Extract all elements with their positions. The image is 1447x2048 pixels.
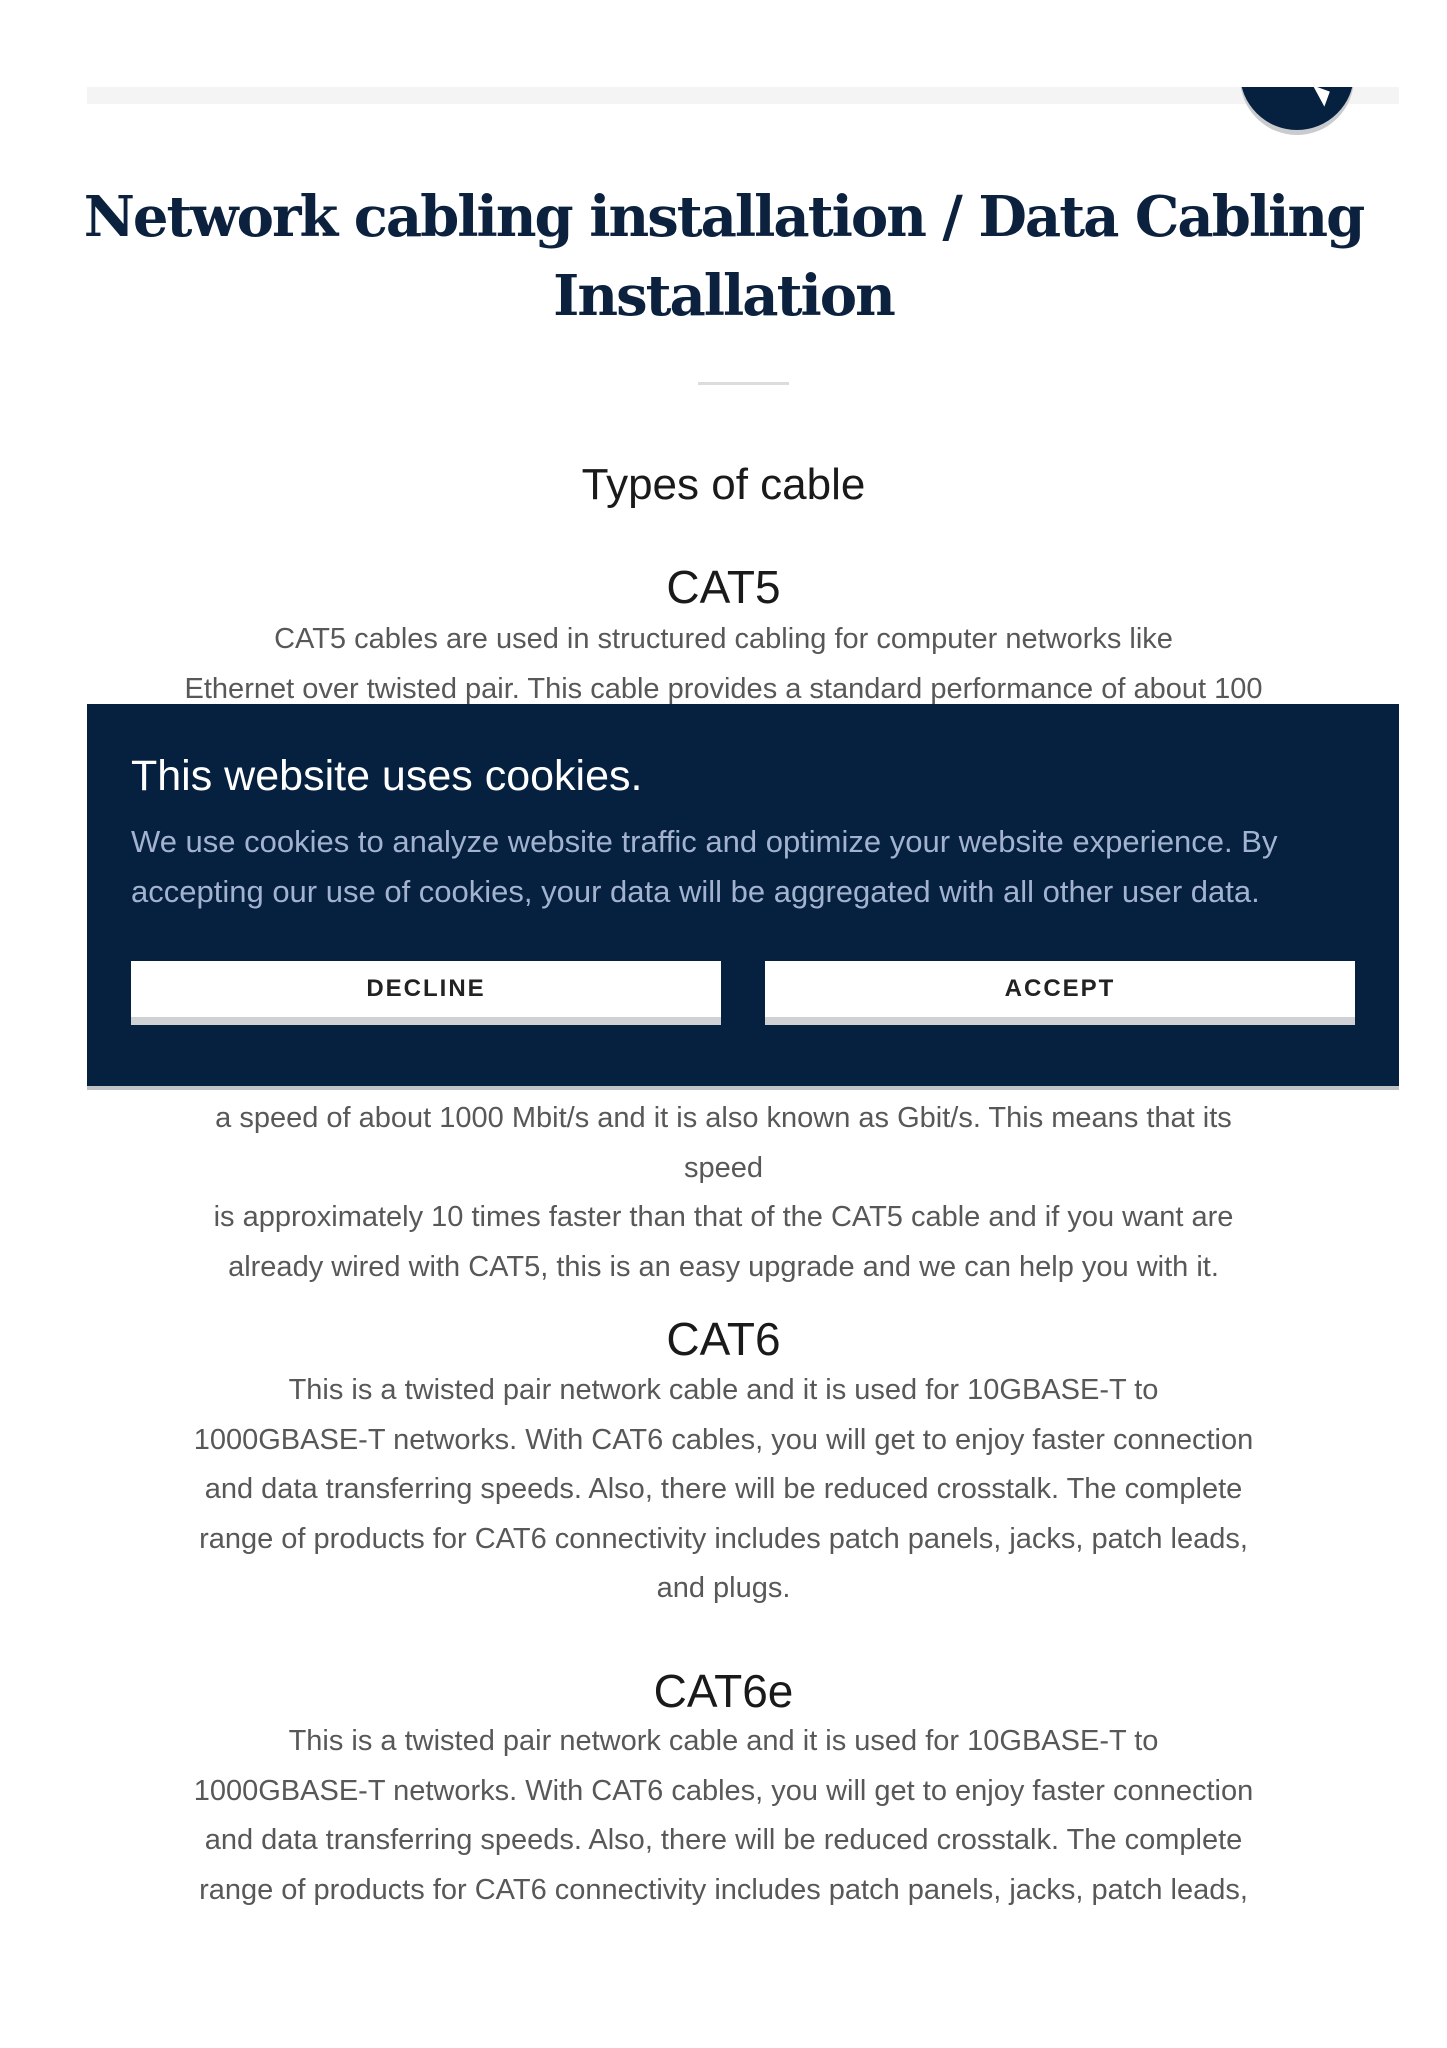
menu-circle[interactable] [1240,87,1354,130]
cookie-banner [87,704,1399,1086]
play-arrow-icon [1296,87,1330,107]
text-line: and data transferring speeds. Also, there will be reduced crosstalk. The complete [204,1473,1243,1505]
text-line: a speed of about 1000 Mbit/s and it is also known as Gbit/s. This means that its [215,1102,1232,1134]
text-line: and plugs. [656,1572,791,1604]
text-line: This is a twisted pair network cable and it is used for 10GBASE-T to [288,1374,1159,1406]
text-line: already wired with CAT5, this is an easy upgrade and we can help you with it. [228,1250,1219,1283]
text-line: range of products for CAT6 connectivity includes patch panels, jacks, patch leads, [199,1873,1248,1906]
cookie-banner-text: We use cookies to analyze website traffic and optimize your website experience. By accepting our use of cookies, your data will be aggregated with all other user data. [131,824,1278,909]
cat6e-heading: CAT6e [653,1665,794,1717]
text-line: This is a twisted pair network cable and it is used for 10GBASE-T to [288,1725,1159,1757]
cat5-paragraph [0,615,1447,714]
cookie-banner-title: This website uses cookies. [131,752,643,800]
cat6-paragraph [0,1366,1447,1614]
text-line: speed [683,1151,763,1184]
text-line: Ethernet over twisted pair. This cable provides a standard performance of about 100 [184,672,1263,705]
title-divider [698,382,789,385]
section-heading: Types of cable [581,460,866,509]
cat6e-paragraph [0,1717,1447,1915]
cat6-heading: CAT6 [666,1313,781,1365]
text-line: 1000GBASE-T networks. With CAT6 cables, you will get to enjoy faster connection [193,1423,1254,1456]
cat5-heading: CAT5 [666,561,781,613]
text-line: 1000GBASE-T networks. With CAT6 cables, you will get to enjoy faster connection [193,1774,1254,1807]
accept-button[interactable]: ACCEPT [765,961,1355,1025]
menu-button[interactable] [1230,87,1370,147]
cat5e-paragraph [0,1094,1447,1292]
page-title: Network cabling installation / Data Cabling Installation [83,184,1364,329]
text-line: is approximately 10 times faster than that of the CAT5 cable and if you want are [213,1201,1234,1233]
decline-button[interactable]: DECLINE [131,961,721,1025]
text-line: and data transferring speeds. Also, there will be reduced crosstalk. The complete [204,1824,1243,1856]
header-bar [87,87,1399,104]
text-line: range of products for CAT6 connectivity includes patch panels, jacks, patch leads, [199,1522,1248,1555]
text-line: CAT5 cables are used in structured cabling for computer networks like [274,623,1173,655]
